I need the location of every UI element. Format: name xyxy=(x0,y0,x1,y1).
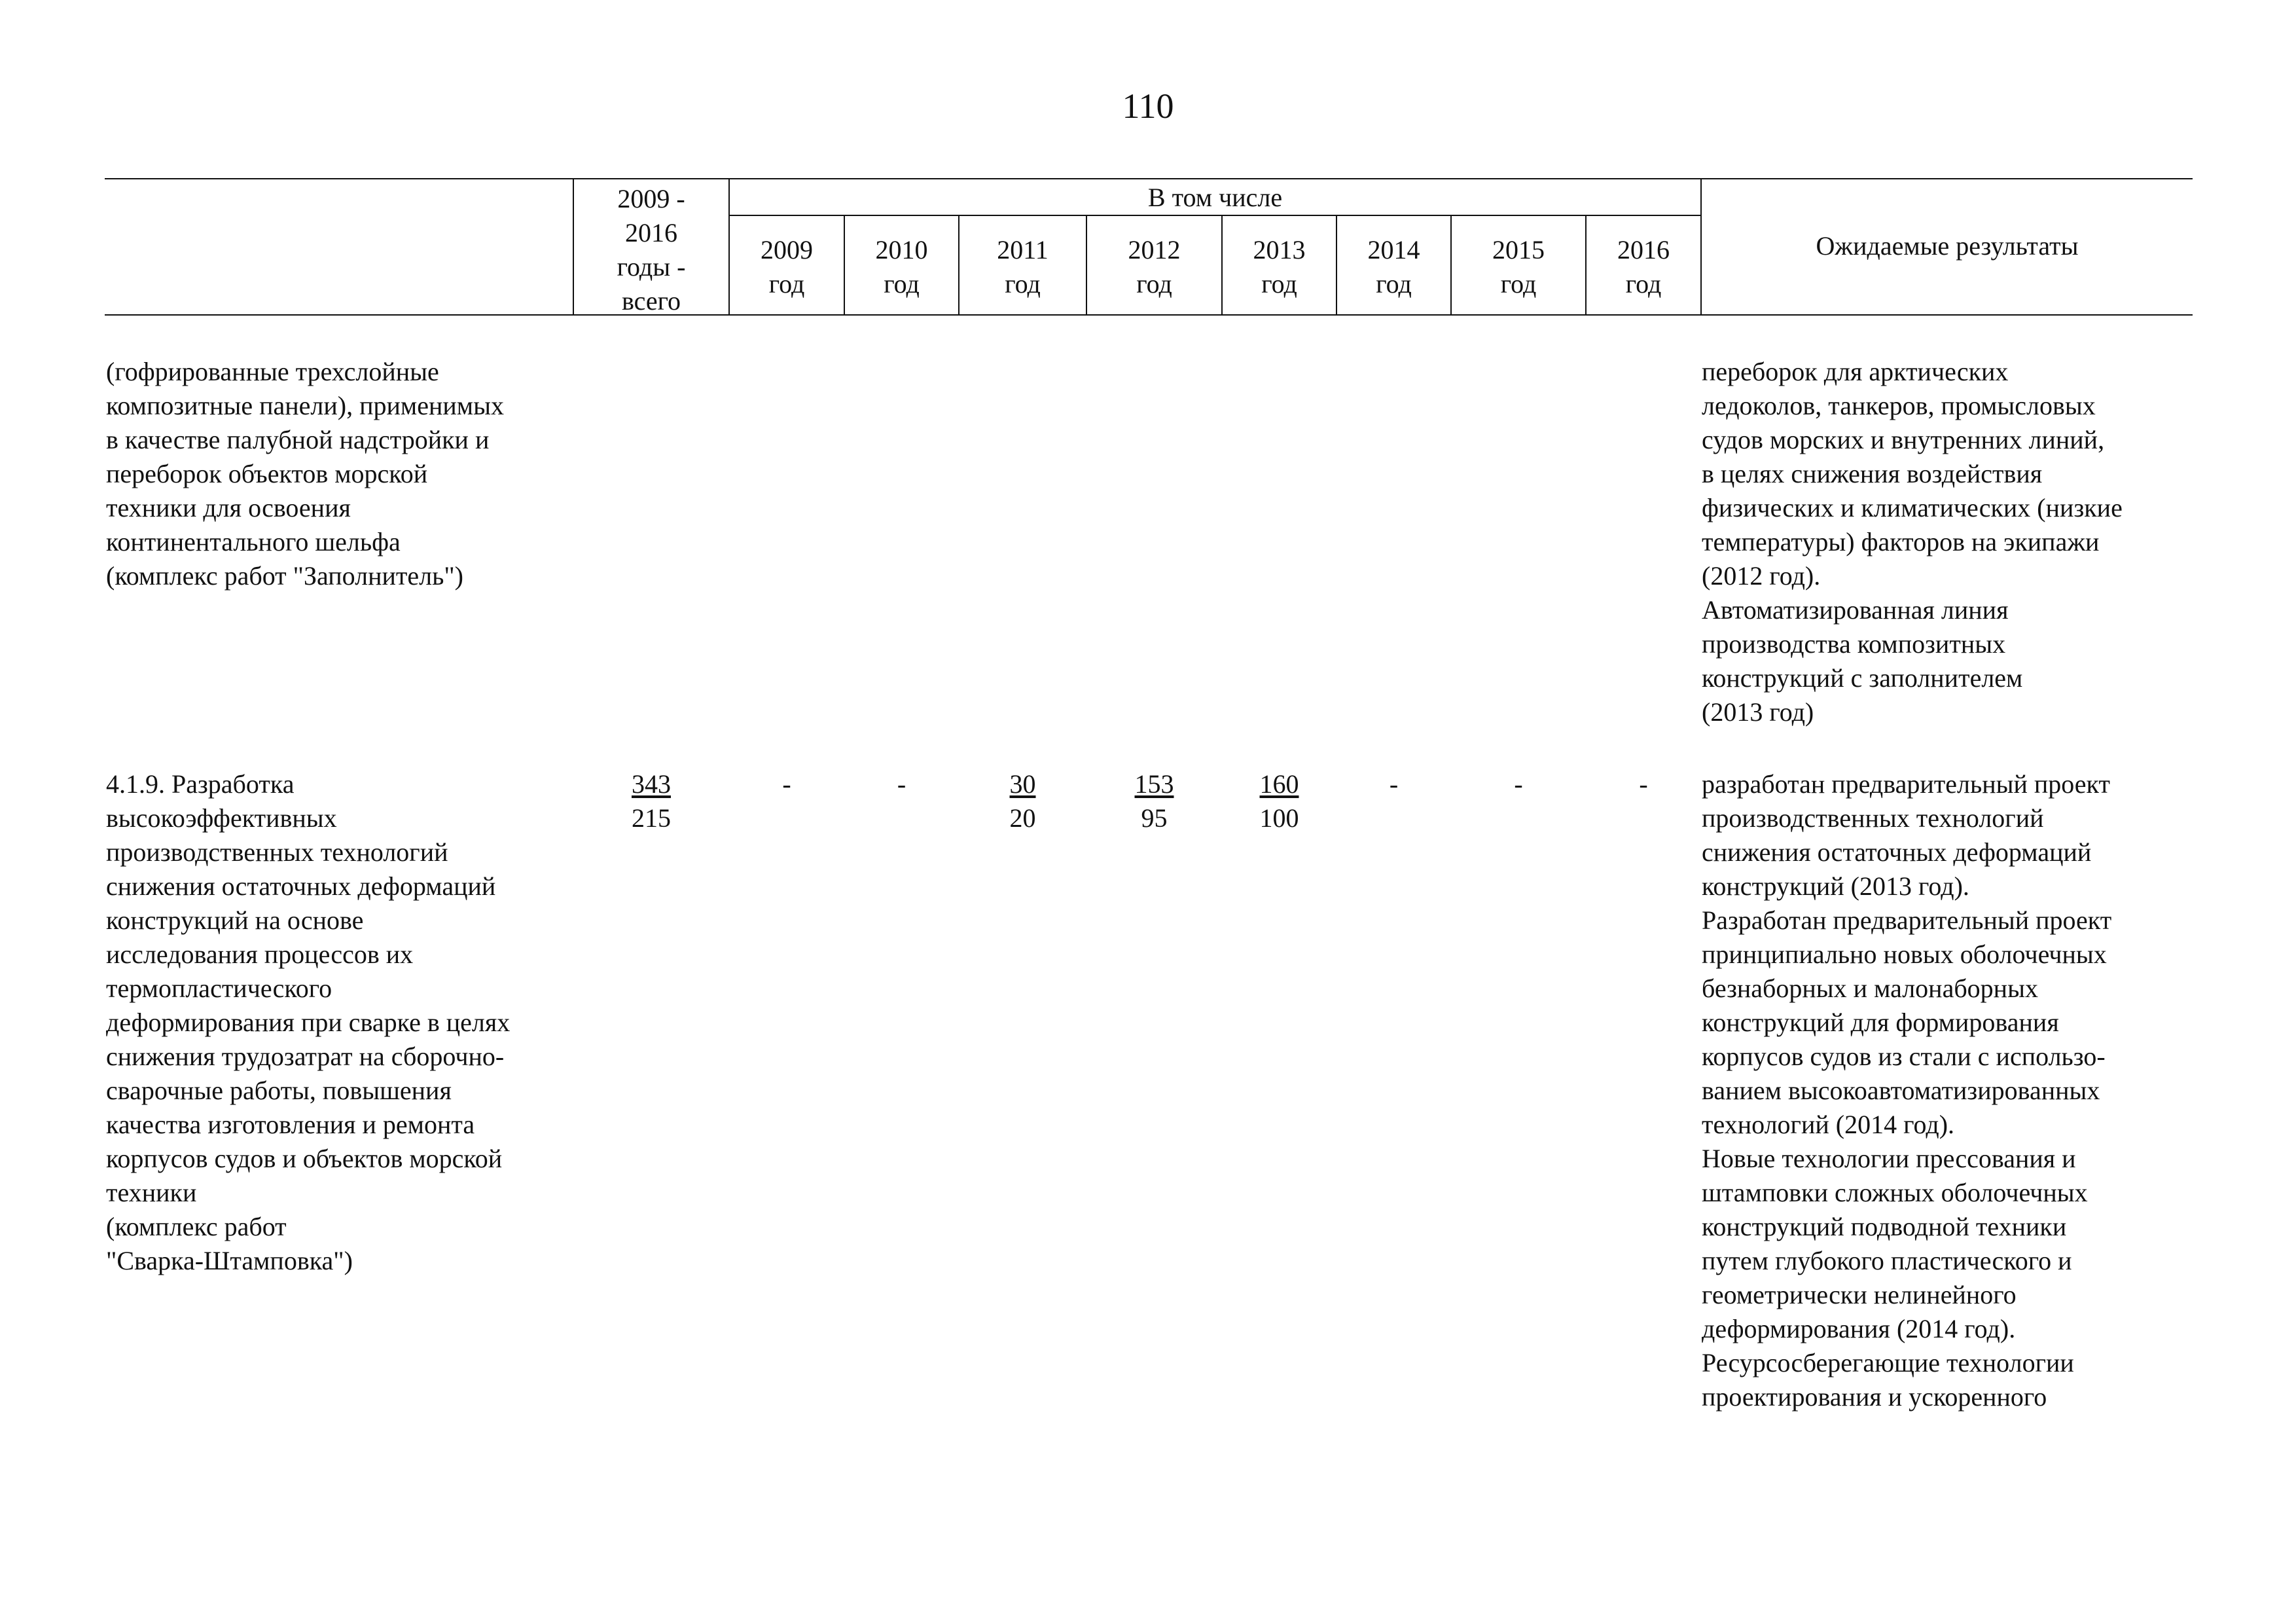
year-unit: год xyxy=(884,269,920,299)
year-label: 2012 xyxy=(1128,235,1181,264)
value-bottom: 20 xyxy=(1009,803,1036,833)
value-2014 xyxy=(1337,767,1450,801)
value-top: - xyxy=(1514,769,1523,799)
year-label: 2016 xyxy=(1617,235,1670,264)
year-label: 2013 xyxy=(1253,235,1306,264)
row-total xyxy=(574,767,728,835)
year-label: 2010 xyxy=(875,235,928,264)
value-top: - xyxy=(782,769,791,799)
value-top: 30 xyxy=(1009,769,1036,799)
year-unit: год xyxy=(1625,269,1662,299)
value-2012 xyxy=(1087,767,1221,835)
value-top: - xyxy=(1639,769,1648,799)
header-year-2015 xyxy=(1452,233,1585,301)
row-description: 4.1.9. Разработка высокоэффективных производственных технологий снижения остаточных деформаций конструкций на основе исследования процессов их термопластического деформирования при сварке в целях снижения трудозатрат на сборочно- сварочные работы, повышения качества изготовления и ремонта корпусов судов и объектов морской техники (комплекс работ "Сварка-Штамповка") xyxy=(106,769,511,1275)
row-results: разработан предварительный проект производственных технологий снижения остаточных деформаций конструкций (2013 год). Разработан предварительный проект принципиально новых оболочечных безнаборных и малонаборных конструкций для формирования корпусов судов из стали с использо- ванием высокоавтоматизированных технологий (2014 год). Новые технологии прессования и штамповки сложных оболочечных конструкций подводной техники путем глубокого пластического и геометрически нелинейного деформирования (2014 год). Ресурсосберегающие технологии проектирования и ускоренного xyxy=(1702,769,2112,1412)
header-bottom-rule xyxy=(105,314,2193,316)
value-bottom: 95 xyxy=(1141,803,1168,833)
header-year-2014 xyxy=(1337,233,1450,301)
year-label: 2015 xyxy=(1492,235,1545,264)
header-total-label: 2009 - 2016 годы - всего xyxy=(617,184,686,316)
row-results: переборок для арктических ледоколов, танкеров, промысловых судов морских и внутренних линий, в целях снижения воздействия физических и климатических (низкие температуры) факторов на экипажи (2012 год). Автоматизированная линия производства композитных конструкций с заполнителем (2013 год) xyxy=(1702,357,2123,727)
year-label: 2009 xyxy=(761,235,813,264)
including-rule xyxy=(728,215,1702,216)
header-year-2009 xyxy=(730,233,844,301)
year-unit: год xyxy=(1500,269,1537,299)
value-2011 xyxy=(960,767,1086,835)
total-top: 343 xyxy=(632,769,671,799)
value-bottom: 100 xyxy=(1259,803,1299,833)
value-2009 xyxy=(730,767,844,801)
row-description: (гофрированные трехслойные композитные панели), применимых в качестве палубной надстройки и переборок объектов морской техники для освоения континентального шельфа (комплекс работ "Заполнитель") xyxy=(106,357,504,591)
value-top: 153 xyxy=(1134,769,1174,799)
year-unit: год xyxy=(1136,269,1172,299)
value-2016 xyxy=(1587,767,1700,801)
header-year-2010 xyxy=(845,233,958,301)
header-results-label: Ожидаемые результаты xyxy=(1816,231,2079,261)
total-bottom: 215 xyxy=(632,803,671,833)
year-label: 2014 xyxy=(1367,235,1420,264)
year-unit: год xyxy=(768,269,805,299)
value-2013 xyxy=(1223,767,1336,835)
value-top: - xyxy=(897,769,906,799)
value-top: 160 xyxy=(1259,769,1299,799)
value-2010 xyxy=(845,767,958,801)
header-including-label: В том числе xyxy=(1147,183,1283,212)
year-unit: год xyxy=(1376,269,1412,299)
header-top-rule xyxy=(105,178,2193,179)
year-unit: год xyxy=(1005,269,1041,299)
header-year-2013 xyxy=(1223,233,1336,301)
year-label: 2011 xyxy=(997,235,1049,264)
header-year-2016 xyxy=(1587,233,1700,301)
header-year-2012 xyxy=(1087,233,1221,301)
header-year-2011 xyxy=(960,233,1086,301)
year-unit: год xyxy=(1261,269,1297,299)
value-2015 xyxy=(1452,767,1585,801)
value-top: - xyxy=(1389,769,1399,799)
page-number: 110 xyxy=(1122,86,1174,126)
